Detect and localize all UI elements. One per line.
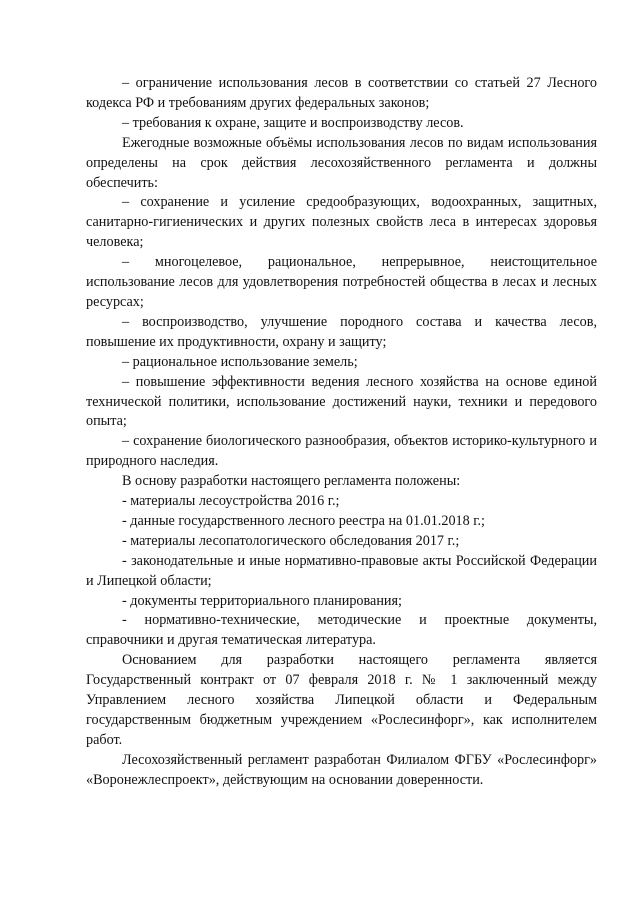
list-item-protection-requirements: – требования к охране, защите и воспроизводству лесов. xyxy=(122,114,464,131)
list-item-forest-inventory: - материалы лесоустройства 2016 г.; xyxy=(122,493,340,510)
paragraph-annual-volumes: Ежегодные возможные объёмы использования лесов по видам использования определены на срок действия лесохозяйственного регламента и должны обеспечить: xyxy=(86,134,597,191)
list-item-multipurpose-use: – многоцелевое, рациональное, непрерывное, неистощительное использование лесов для удовлетворения потребностей общества в лесах и лесных ресурсах; xyxy=(86,254,597,310)
paragraph-contract-basis: Основанием для разработки настоящего регламента является Государственный контракт от 07 февраля 2018 г. № 1 заключенный между Управлением лесного хозяйства Липецкой области и Федеральным государственным бюджетным учреждением «Рослесинфорг», как исполнителем работ. xyxy=(86,652,597,748)
list-item-biodiversity: – сохранение биологического разнообразия, объектов историко-культурного и природного наследия. xyxy=(86,433,597,470)
list-item-land-use: – рациональное использование земель; xyxy=(122,353,358,370)
list-item-reproduction: – воспроизводство, улучшение породного состава и качества лесов, повышение их продуктивности, охрану и защиту; xyxy=(86,313,597,350)
list-item-pathology-survey: - материалы лесопатологического обследования 2017 г.; xyxy=(122,532,460,549)
document-page xyxy=(86,74,597,791)
paragraph-basis-intro: В основу разработки настоящего регламента положены: xyxy=(122,473,461,490)
list-item-legislation: - законодательные и иные нормативно-правовые акты Российской Федерации и Липецкой области; xyxy=(86,552,597,589)
paragraph-developer: Лесохозяйственный регламент разработан Филиалом ФГБУ «Рослесинфорг» «Воронежлеспроект», действующим на основании доверенности. xyxy=(86,751,597,788)
list-item-registry-data: - данные государственного лесного реестра на 01.01.2018 г.; xyxy=(122,512,485,529)
list-item-preservation: – сохранение и усиление средообразующих, водоохранных, защитных, санитарно-гигиенических и других полезных свойств леса в интересах здоровья человека; xyxy=(86,194,597,251)
list-item-forest-use-restriction: – ограничение использования лесов в соответствии со статьей 27 Лесного кодекса РФ и требованиям других федеральных законов; xyxy=(86,75,597,111)
list-item-technical-docs: - нормативно-технические, методические и проектные документы, справочники и другая тематическая литература. xyxy=(86,612,597,649)
list-item-efficiency: – повышение эффективности ведения лесного хозяйства на основе единой технической политики, использование достижений науки, техники и передового опыта; xyxy=(86,373,597,430)
list-item-planning-docs: - документы территориального планирования; xyxy=(122,592,402,609)
